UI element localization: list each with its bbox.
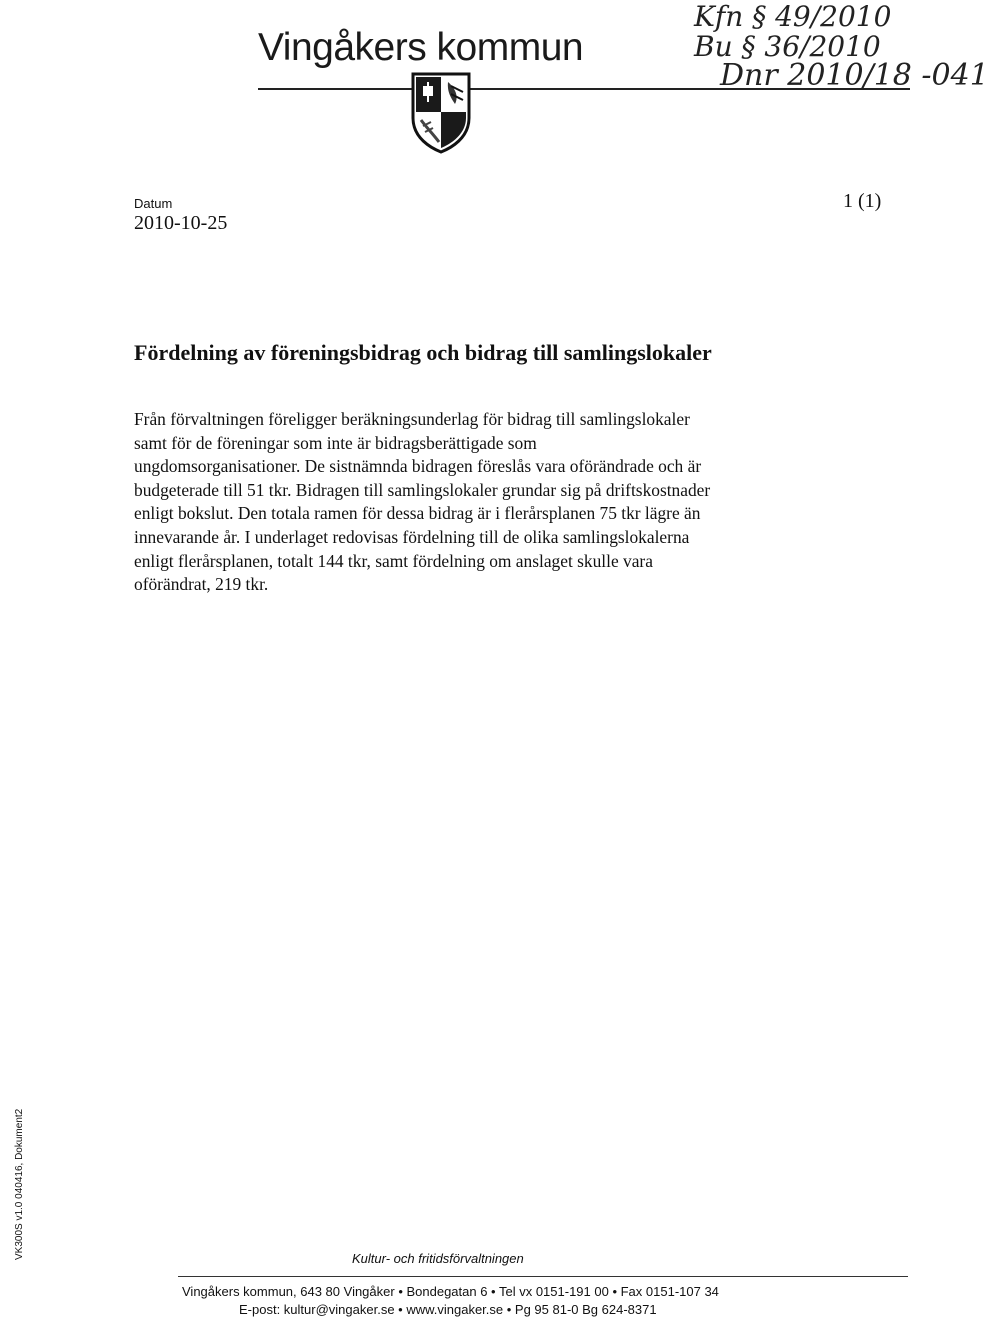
body-line: innevarande år. I underlaget redovisas fördelning till de olika samlingslokalerna xyxy=(134,526,690,547)
body-paragraph xyxy=(134,408,774,597)
handwritten-line: Dnr 2010/18 -041 xyxy=(720,58,989,93)
handwritten-line: Kfn § 49/2010 xyxy=(694,0,892,33)
body-line: Från förvaltningen föreligger beräkningsunderlag för bidrag till samlingslokaler xyxy=(134,409,690,429)
body-line: ungdomsorganisationer. De sistnämnda bidragen föreslås vara oförändrade och är xyxy=(134,456,702,477)
date-label: Datum xyxy=(134,196,173,211)
body-line: budgeterade till 51 tkr. Bidragen till samlingslokaler grundar sig på driftskostnader xyxy=(134,479,711,500)
body-line: samt för de föreningar som inte är bidragsberättigade som xyxy=(134,432,537,453)
footer-address: Vingåkers kommun, 643 80 Vingåker • Bondegatan 6 • Tel vx 0151-191 00 • Fax 0151-107 34 xyxy=(182,1284,719,1299)
date-value: 2010-10-25 xyxy=(134,212,228,234)
department-name: Kultur- och fritidsförvaltningen xyxy=(352,1251,524,1266)
body-line: oförändrat, 219 tkr. xyxy=(134,574,269,595)
organization-name: Vingåkers kommun xyxy=(258,26,584,69)
page-number: 1 (1) xyxy=(843,190,882,212)
footer-divider xyxy=(178,1276,908,1277)
document-title: Fördelning av föreningsbidrag och bidrag till samlingslokaler xyxy=(134,340,712,365)
footer-contact: E-post: kultur@vingaker.se • www.vingaker.se • Pg 95 81-0 Bg 624-8371 xyxy=(239,1302,657,1317)
body-line: enligt bokslut. Den totala ramen för dessa bidrag är i flerårsplanen 75 tkr lägre än xyxy=(134,503,701,524)
coat-of-arms-icon xyxy=(411,72,471,154)
handwritten-line: Bu § 36/2010 xyxy=(694,30,881,63)
template-code-text: VK300S v1.0 040416, Dokument2 xyxy=(14,1108,25,1260)
template-code xyxy=(14,1108,32,1260)
handwritten-annotation xyxy=(660,0,989,110)
body-line: enligt flerårsplanen, totalt 144 tkr, samt fördelning om anslaget skulle vara xyxy=(134,550,653,571)
